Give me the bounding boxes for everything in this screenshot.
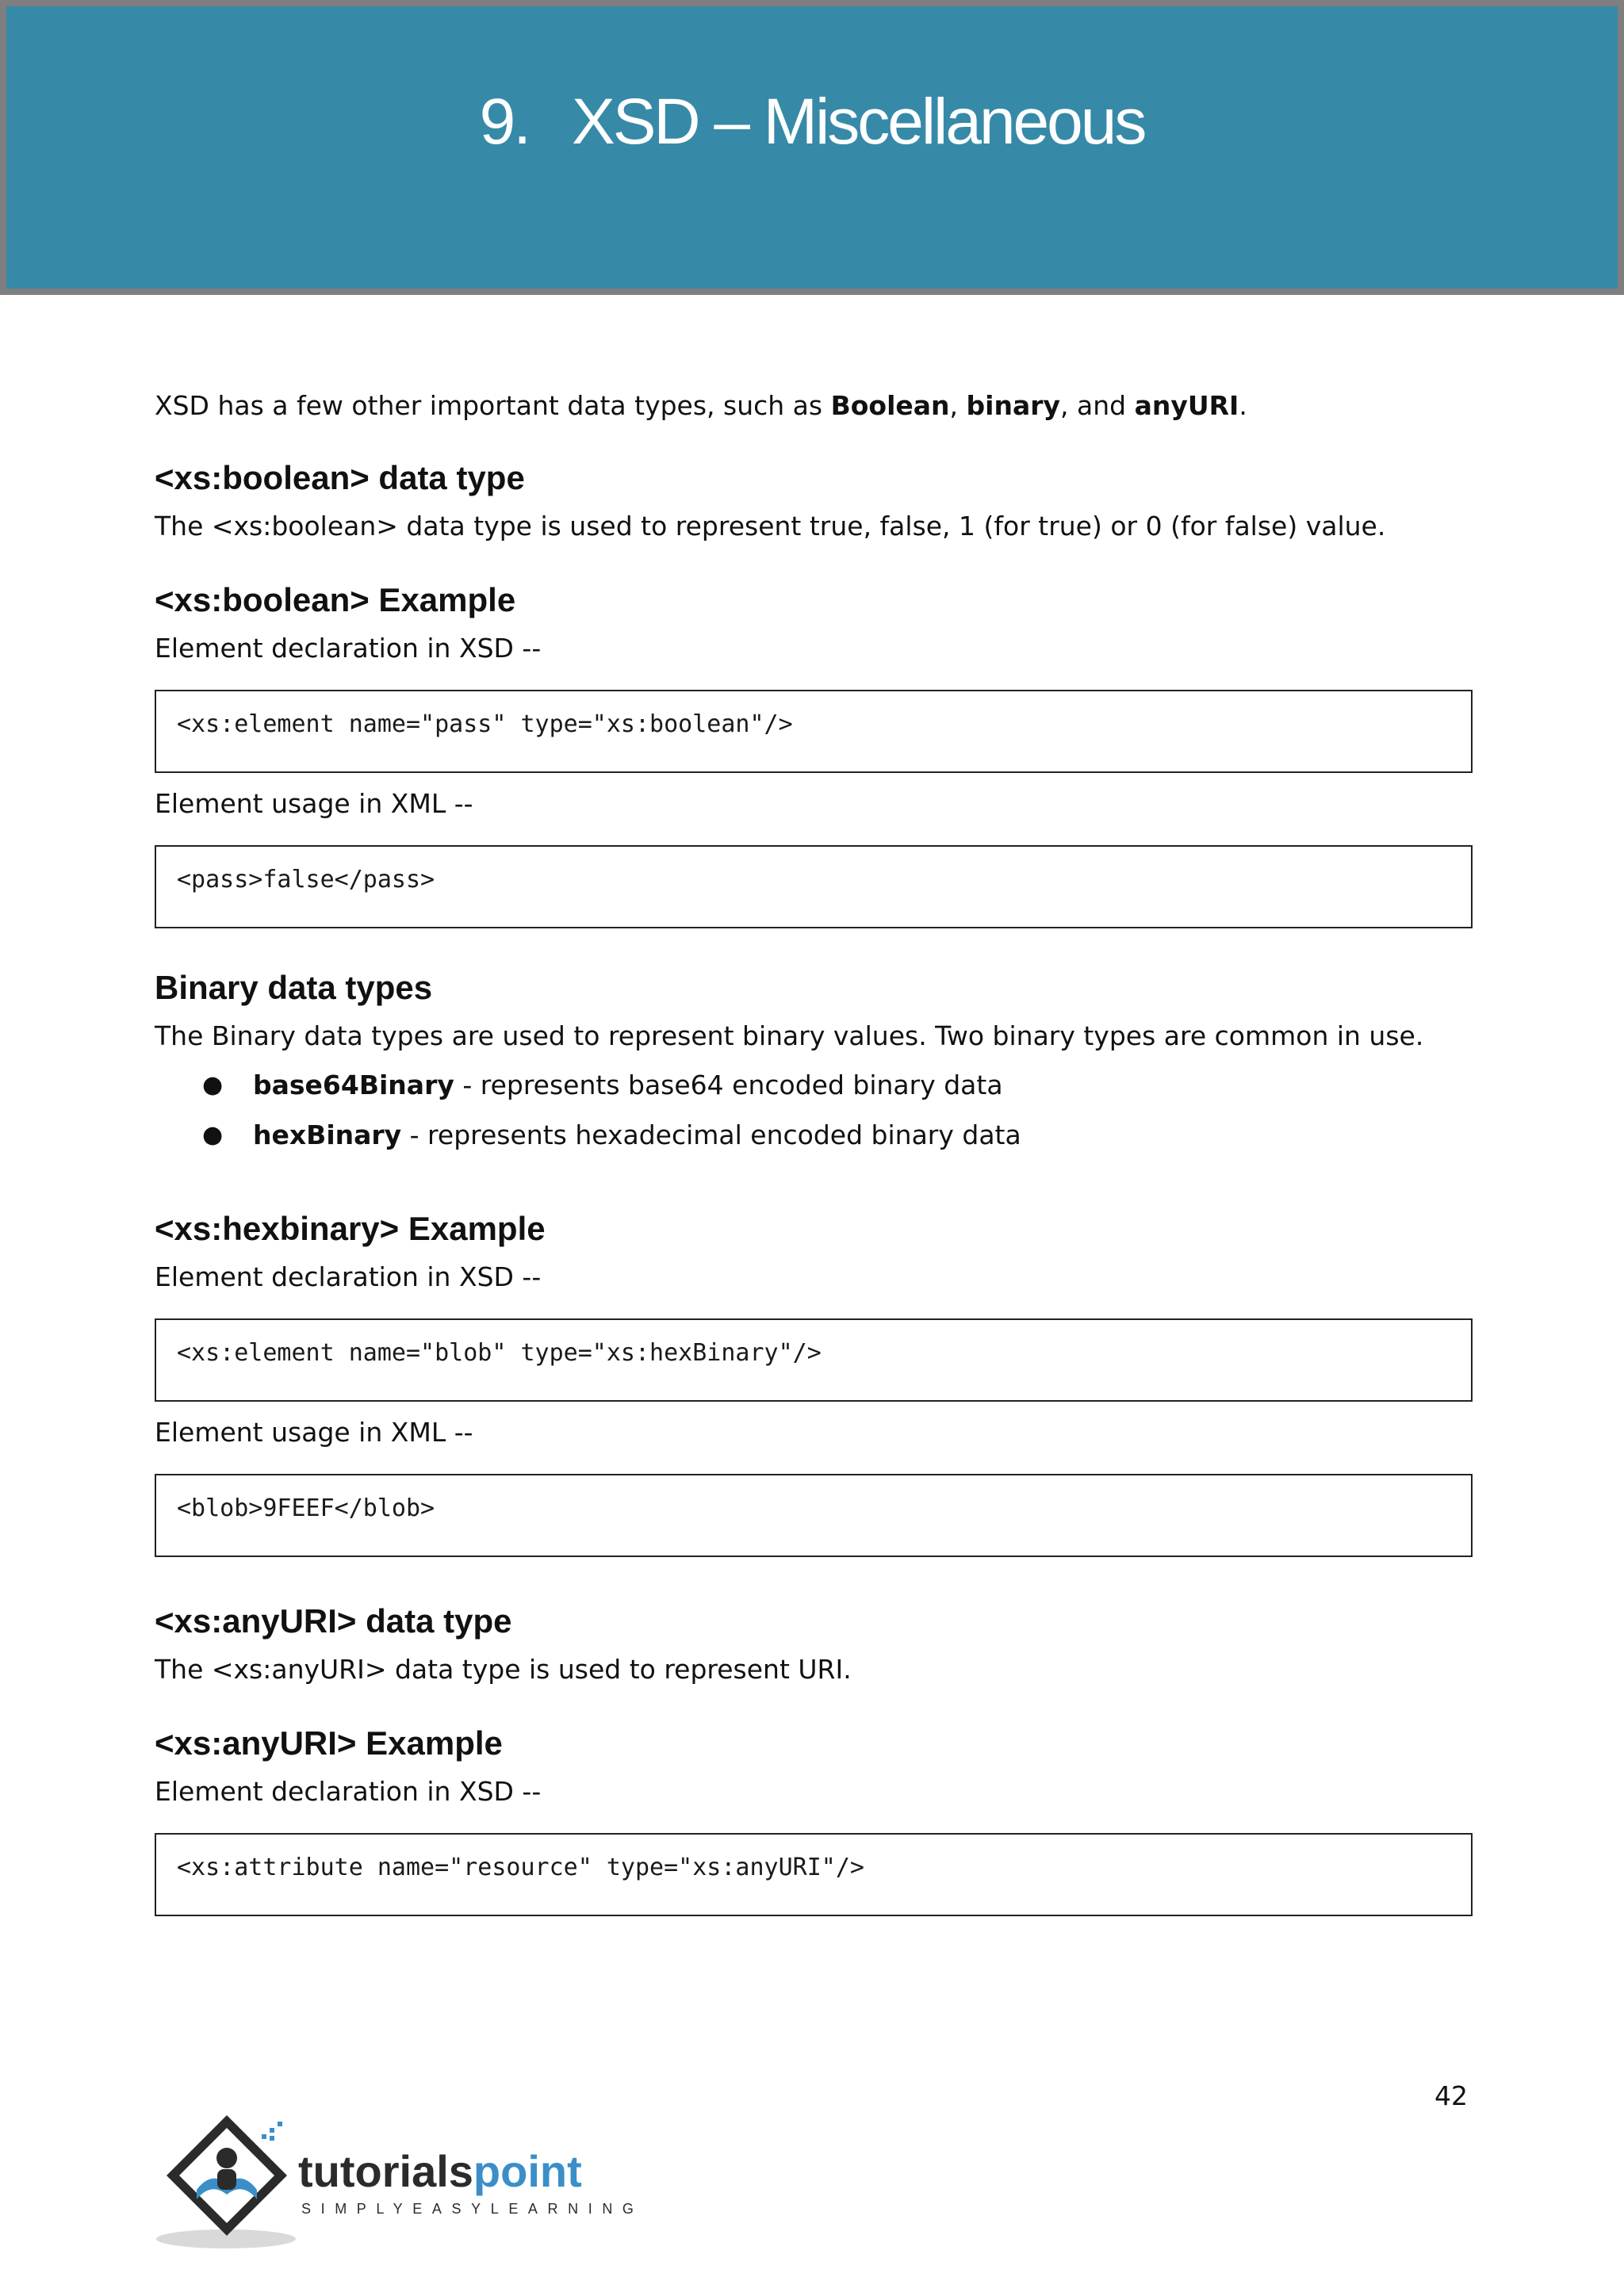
boolean-usage-code: <pass>false</pass>: [155, 845, 1473, 928]
list-item-text: - represents hexadecimal encoded binary data: [401, 1119, 1021, 1150]
anyuri-heading: <xs:anyURI> data type: [155, 1602, 512, 1640]
logo-tagline: SIMPLYEASYLEARNING: [301, 2201, 644, 2217]
logo-pixel: [270, 2136, 274, 2141]
intro-term-anyuri: anyURI: [1134, 390, 1239, 421]
hexbinary-decl-label: Element declaration in XSD --: [155, 1261, 542, 1292]
anyuri-example-heading: <xs:anyURI> Example: [155, 1724, 503, 1762]
hexbinary-example-heading: <xs:hexbinary> Example: [155, 1210, 546, 1247]
intro-term-binary: binary: [966, 390, 1061, 421]
chapter-title-text: XSD – Miscellaneous: [572, 86, 1145, 158]
binary-heading: Binary data types: [155, 969, 433, 1006]
page-number: 42: [1434, 2080, 1468, 2111]
tutorialspoint-logo: [151, 2101, 658, 2252]
logo-pixel: [278, 2122, 282, 2126]
list-item-term: hexBinary: [253, 1119, 402, 1150]
logo-pixel: [262, 2134, 266, 2139]
intro-text: XSD has a few other important data types, such as: [155, 390, 831, 421]
list-item: [155, 1060, 1471, 1110]
boolean-description: The <xs:boolean> data type is used to represent true, false, 1 (for true) or 0 (for false) value.: [155, 511, 1386, 541]
list-item: [155, 1110, 1471, 1160]
logo-person-head: [216, 2148, 237, 2168]
bullet-icon: ●: [202, 1071, 224, 1099]
anyuri-description: The <xs:anyURI> data type is used to represent URI.: [155, 1654, 852, 1685]
intro-end: .: [1239, 390, 1247, 421]
logo-word-point: point: [473, 2146, 582, 2196]
intro-sep: ,: [949, 390, 967, 421]
boolean-heading: <xs:boolean> data type: [155, 459, 525, 496]
hexbinary-usage-label: Element usage in XML --: [155, 1417, 473, 1448]
chapter-banner: [0, 0, 1624, 295]
boolean-decl-label: Element declaration in XSD --: [155, 633, 542, 664]
logo-person-body: [217, 2169, 236, 2190]
anyuri-decl-label: Element declaration in XSD --: [155, 1776, 542, 1807]
boolean-example-heading: <xs:boolean> Example: [155, 581, 516, 618]
list-item-term: base64Binary: [253, 1070, 454, 1100]
intro-sep: , and: [1060, 390, 1135, 421]
hexbinary-decl-code: <xs:element name="blob" type="xs:hexBinary"/>: [155, 1318, 1473, 1402]
binary-type-list: [155, 1060, 1471, 1160]
boolean-usage-label: Element usage in XML --: [155, 788, 473, 819]
intro-term-boolean: Boolean: [830, 390, 950, 421]
chapter-number: 9.: [479, 86, 529, 158]
list-item-text: - represents base64 encoded binary data: [454, 1070, 1003, 1100]
hexbinary-usage-code: <blob>9FEEF</blob>: [155, 1474, 1473, 1557]
page-content: [155, 388, 1471, 1916]
binary-description: The Binary data types are used to represent binary values. Two binary types are common in use.: [155, 1020, 1424, 1051]
anyuri-decl-code: <xs:attribute name="resource" type="xs:anyURI"/>: [155, 1833, 1473, 1916]
intro-paragraph: [155, 388, 1471, 423]
bullet-icon: ●: [202, 1121, 224, 1149]
chapter-title: [6, 86, 1618, 158]
logo-word-tutorials: tutorials: [298, 2146, 473, 2196]
boolean-decl-code: <xs:element name="pass" type="xs:boolean"/>: [155, 690, 1473, 773]
logo-wordmark: [298, 2146, 582, 2196]
logo-pixel: [270, 2128, 274, 2133]
